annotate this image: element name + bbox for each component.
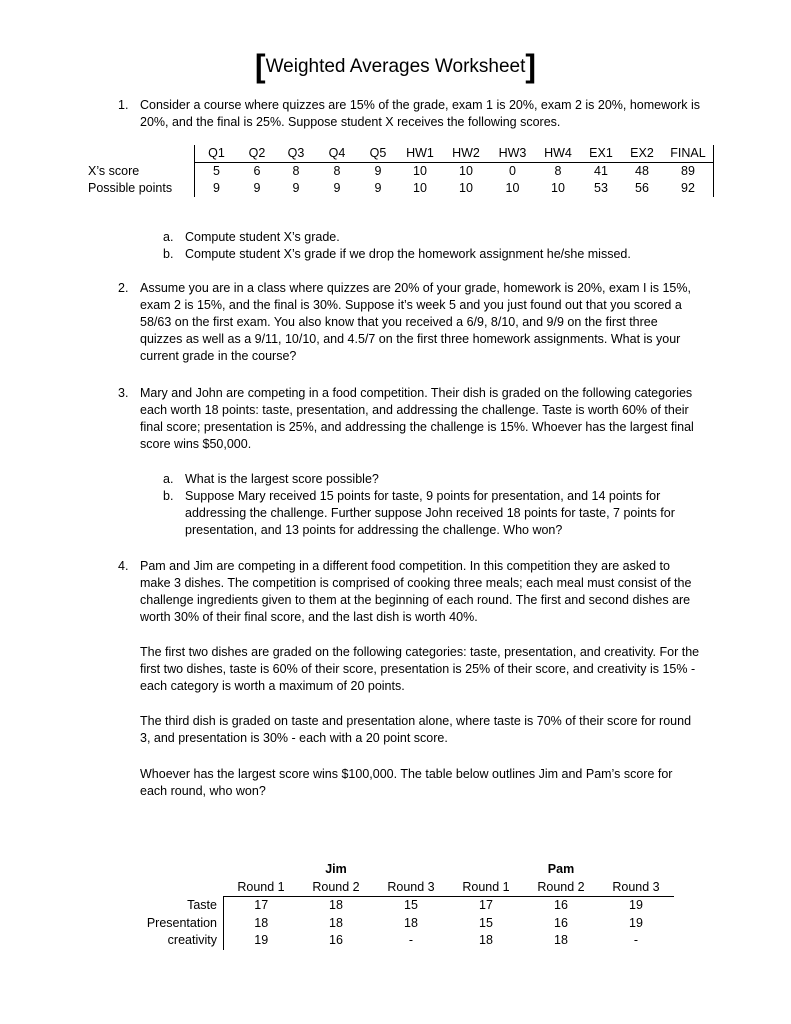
row-label: Possible points xyxy=(88,180,195,197)
table-row xyxy=(88,163,714,181)
row-label: X’s score xyxy=(88,163,195,181)
score-cell: - xyxy=(408,933,414,947)
header-cell: EX1 xyxy=(581,145,621,163)
subquestion-text: Compute student X’s grade. xyxy=(185,230,340,244)
subquestion-1a xyxy=(163,229,708,246)
subquestion-text: Suppose Mary received 15 points for taste, 9 points for presentation, and 14 points for addressing the challenge. Further suppose John received 18 points for taste, 7 points for presentation, and 13 points for addressing the challenge. Who won? xyxy=(185,489,675,537)
competitor-header-row xyxy=(135,861,674,879)
score-cell: 6 xyxy=(253,164,261,178)
table-row xyxy=(135,915,674,933)
score-cell: 19 xyxy=(629,915,643,930)
header-cell: HW1 xyxy=(398,145,442,163)
question-4 xyxy=(118,558,703,626)
table-header-row xyxy=(88,145,714,163)
score-cell: 9 xyxy=(374,164,382,178)
question-number: 3. xyxy=(118,386,129,400)
question-paragraph: The first two dishes are graded on the following categories: taste, presentation, and creativity. For the first two dishes, taste is 60% of their score, presentation is 25% of their score, and creativity is 15% - each category is worth a maximum of 20 points. xyxy=(140,645,700,693)
table-row xyxy=(88,180,714,197)
header-cell: HW3 xyxy=(490,145,535,163)
score-cell: 0 xyxy=(509,164,516,178)
subquestion-letter: b. xyxy=(163,247,174,261)
scores-table xyxy=(88,145,714,197)
round-header: Round 3 xyxy=(374,879,449,897)
question-4-paragraph-3 xyxy=(118,713,703,747)
score-cell: 48 xyxy=(635,164,649,178)
score-cell: 10 xyxy=(413,181,427,195)
spacer-cell xyxy=(599,861,674,879)
score-cell: 5 xyxy=(213,164,220,178)
score-cell: 56 xyxy=(635,181,649,195)
header-cell: HW4 xyxy=(535,145,581,163)
header-cell: Q2 xyxy=(238,145,276,163)
subquestion-3a xyxy=(163,471,708,488)
score-cell: 15 xyxy=(404,898,418,912)
score-cell: 17 xyxy=(479,898,493,912)
row-label: Presentation xyxy=(135,915,224,933)
header-cell: Q3 xyxy=(276,145,316,163)
score-cell: 10 xyxy=(505,181,520,195)
question-number: 4. xyxy=(118,559,129,573)
competitor-pam: Pam xyxy=(547,862,575,876)
score-cell: 16 xyxy=(329,933,343,947)
subquestion-text: Compute student X’s grade if we drop the homework assignment he/she missed. xyxy=(185,247,631,261)
corner-cell xyxy=(135,861,224,879)
round-header: Round 2 xyxy=(299,879,374,897)
score-cell: 16 xyxy=(554,898,568,912)
table-row xyxy=(135,897,674,915)
score-cell: 9 xyxy=(374,181,382,195)
round-header: Round 1 xyxy=(449,879,524,897)
question-text: Mary and John are competing in a food competition. Their dish is graded on the following categories each worth 18 points: taste, presentation, and addressing the challenge. Taste is worth 60% of their final score; presentation is 25%, and addressing the challenge is 15%. Whoever has the largest final score wins $50,000. xyxy=(140,386,694,451)
table-row xyxy=(135,932,674,950)
score-cell: 18 xyxy=(554,933,568,947)
question-number: 1. xyxy=(118,98,129,112)
corner-cell xyxy=(135,879,224,897)
score-cell: 18 xyxy=(479,933,493,947)
question-3 xyxy=(118,385,703,453)
score-cell: 17 xyxy=(254,898,269,912)
question-4-paragraph-2 xyxy=(118,644,703,695)
row-label: Taste xyxy=(135,897,224,915)
question-paragraph: The third dish is graded on taste and presentation alone, where taste is 70% of their score for round 3, and presentation is 30% - each with a 20 point score. xyxy=(140,714,692,745)
spacer-cell xyxy=(374,861,449,879)
round-header-row xyxy=(135,879,674,897)
spacer-cell xyxy=(224,861,299,879)
worksheet-title: [Weighted Averages Worksheet] xyxy=(254,48,537,84)
header-cell: FINAL xyxy=(663,145,714,163)
round-header: Round 2 xyxy=(524,879,599,897)
question-text: Assume you are in a class where quizzes are 20% of your grade, homework is 20%, exam I is 15%, exam 2 is 15%, and the final is 30%. Suppose it’s week 5 and you just found out that you scored a 58/63 on the first exam. You also know that you received a 6/9, 8/10, and 9/9 on the first three quizzes as well as a 9/11, 10/10, and 4.5/7 on the first three homework assignments. What is your current grade in the course? xyxy=(140,281,691,363)
round-header: Round 1 xyxy=(224,879,299,897)
question-paragraph: Pam and Jim are competing in a different food competition. In this competition they are asked to make 3 dishes. The competition is comprised of cooking three meals; each meal must consist of the challenge ingredients given to them at the beginning of each round. The first and second dishes are worth 30% of their final score, and the last dish is worth 40%. xyxy=(140,559,692,624)
score-cell: 19 xyxy=(629,898,643,912)
round-header: Round 3 xyxy=(599,879,674,897)
score-cell: 19 xyxy=(254,933,269,947)
score-cell: 9 xyxy=(213,181,220,195)
competitor-jim: Jim xyxy=(325,862,347,876)
score-cell: 41 xyxy=(594,164,608,178)
question-4-paragraph-4 xyxy=(118,766,703,800)
subquestion-letter: b. xyxy=(163,489,174,503)
subquestion-letter: a. xyxy=(163,472,174,486)
score-cell: 15 xyxy=(479,915,493,930)
score-cell: 9 xyxy=(333,181,341,195)
header-cell: Q5 xyxy=(358,145,398,163)
header-cell: HW2 xyxy=(442,145,490,163)
question-2 xyxy=(118,280,703,365)
score-cell: 10 xyxy=(459,164,473,178)
score-cell: 18 xyxy=(254,915,269,930)
score-cell: 10 xyxy=(551,181,565,195)
score-cell: 89 xyxy=(663,163,714,181)
spacer-cell xyxy=(449,861,524,879)
header-cell: Q1 xyxy=(195,145,239,163)
subquestion-letter: a. xyxy=(163,230,174,244)
row-label: creativity xyxy=(135,932,224,950)
score-cell: 18 xyxy=(329,915,343,930)
question-number: 2. xyxy=(118,281,129,295)
score-cell: 9 xyxy=(253,181,261,195)
subquestion-text: What is the largest score possible? xyxy=(185,472,379,486)
subquestion-3b xyxy=(163,488,708,539)
score-cell: 53 xyxy=(594,181,608,195)
header-cell: EX2 xyxy=(621,145,663,163)
score-cell: 8 xyxy=(333,164,341,178)
score-cell: 10 xyxy=(413,164,427,178)
score-cell: - xyxy=(633,933,639,947)
title-text: Weighted Averages Worksheet xyxy=(265,56,526,77)
subquestion-1b xyxy=(163,246,708,263)
score-cell: 8 xyxy=(292,164,300,178)
score-cell: 16 xyxy=(554,915,568,930)
corner-cell xyxy=(88,145,195,163)
question-paragraph: Whoever has the largest score wins $100,000. The table below outlines Jim and Pam’s score for each round, who won? xyxy=(140,767,673,798)
question-1 xyxy=(118,97,703,131)
score-cell: 18 xyxy=(329,898,343,912)
score-cell: 92 xyxy=(663,180,714,197)
score-cell: 10 xyxy=(459,181,473,195)
header-cell: Q4 xyxy=(316,145,358,163)
competition-table xyxy=(135,861,674,950)
score-cell: 9 xyxy=(292,181,300,195)
score-cell: 8 xyxy=(554,164,562,178)
question-text: Consider a course where quizzes are 15% of the grade, exam 1 is 20%, exam 2 is 20%, homework is 20%, and the final is 25%. Suppose student X receives the following scores. xyxy=(140,98,700,129)
score-cell: 18 xyxy=(404,915,418,930)
